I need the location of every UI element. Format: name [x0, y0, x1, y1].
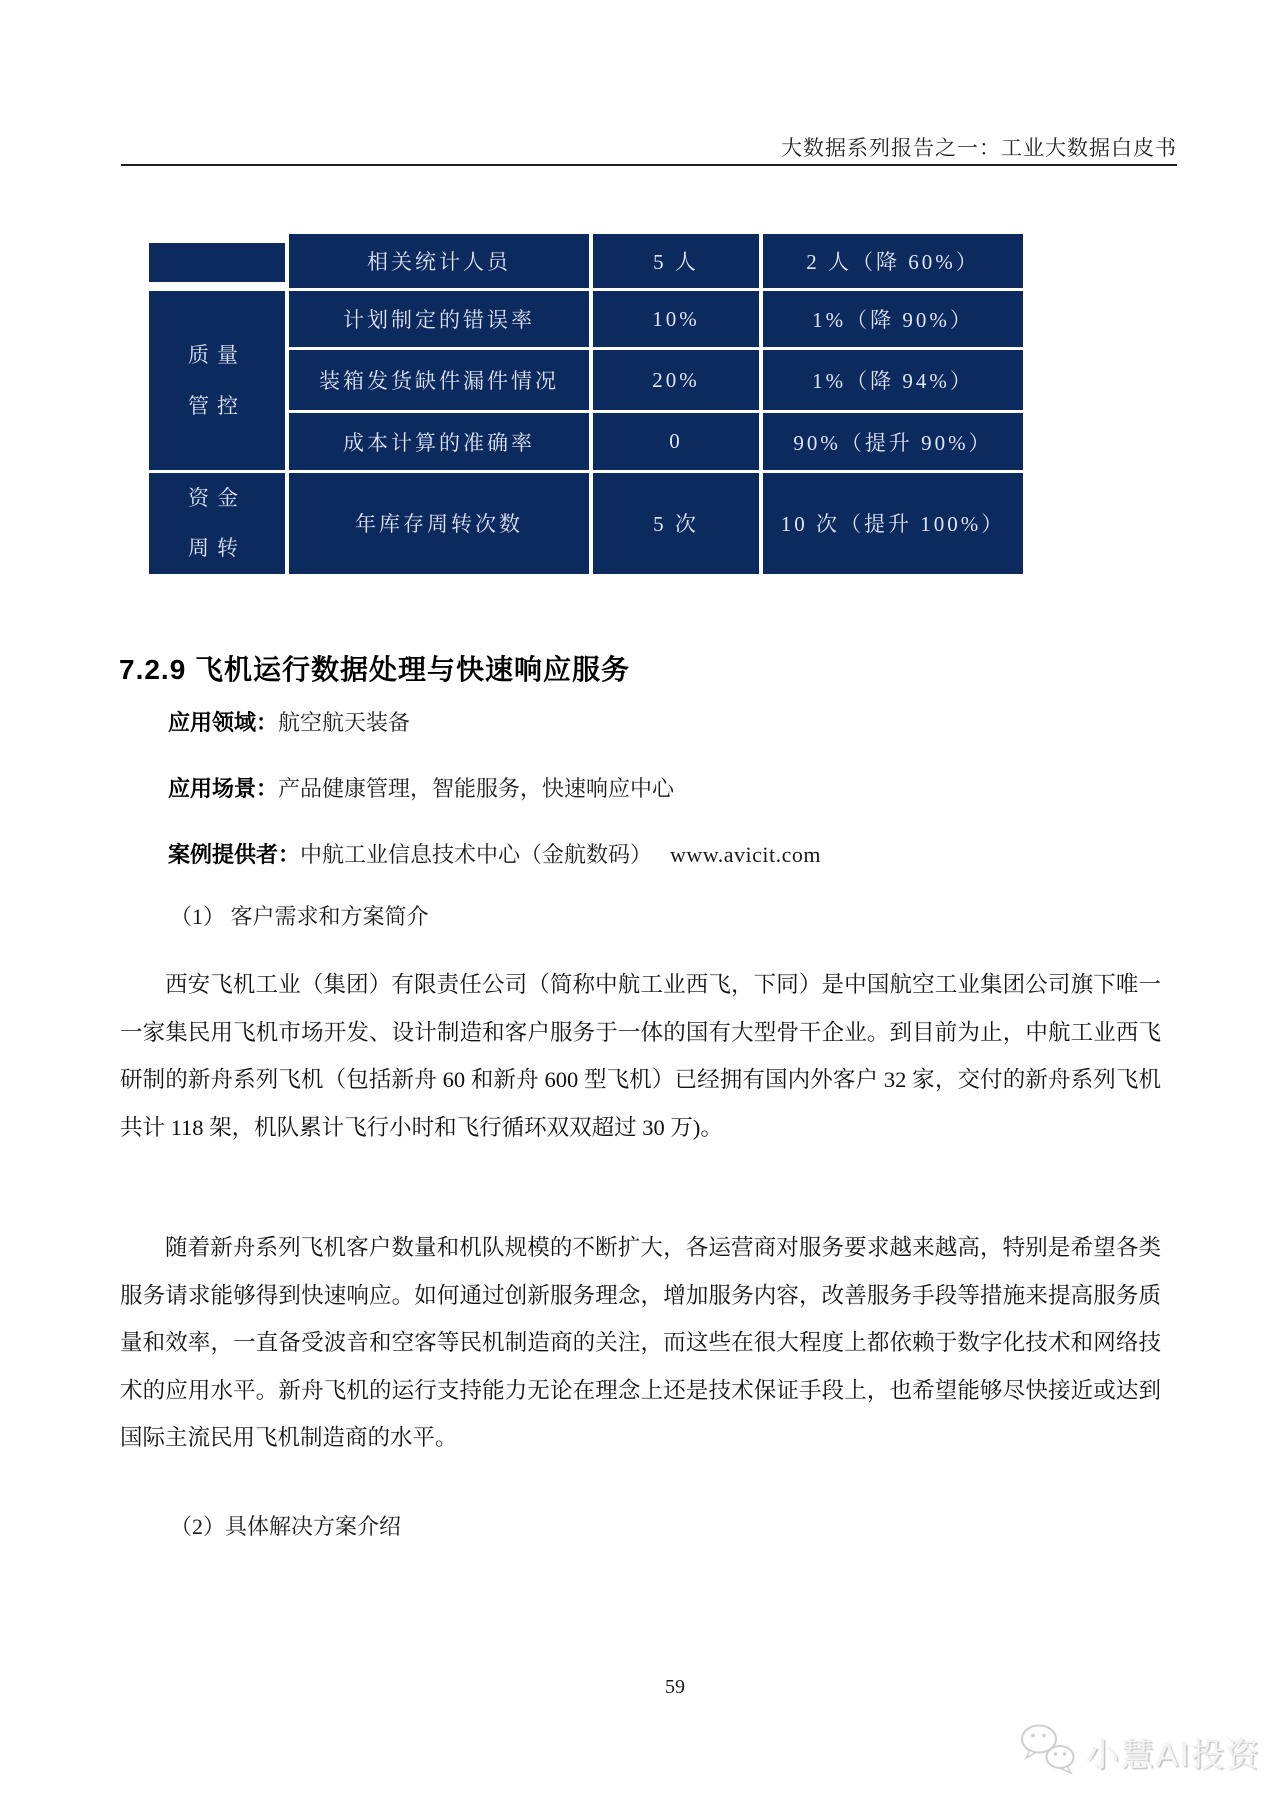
paragraph-customer-needs: 西安飞机工业（集团）有限责任公司（简称中航工业西飞，下同）是中国航空工业集团公司旗下唯一一家集民用飞机市场开发、设计制造和客户服务于一体的国有大型骨干企业。到目前为止，中航工业西飞研制的新舟系列飞机（包括新舟 60 和新舟 600 型飞机）已经拥有国内外客户 32 家，交付的新舟系列飞机共计 118 架，机队累计飞行小时和飞行循环双双超过 30 万)。 [120, 972, 1161, 1140]
table-cell-before: 5 次 [593, 473, 759, 574]
watermark [1018, 1724, 1261, 1781]
table-row [149, 291, 1023, 347]
field-label: 案例提供者： [168, 842, 301, 867]
table-cell-after: 10 次（提升 100%） [763, 473, 1023, 574]
table-row [149, 234, 1023, 288]
field-case-provider [168, 838, 821, 869]
header-rule [121, 164, 1177, 166]
table-cell-before: 5 人 [593, 234, 759, 288]
row-header-label: 质量管控 [188, 343, 246, 418]
table-cell-after: 2 人（降 60%） [763, 234, 1023, 288]
table-row-header-quality-control [149, 291, 285, 470]
table-cell-metric: 相关统计人员 [289, 234, 589, 288]
field-label: 应用场景： [168, 776, 279, 801]
subsection-1-title: （1） 客户需求和方案简介 [170, 904, 429, 929]
metrics-table [145, 231, 1027, 577]
table-cell-after: 1%（降 90%） [763, 291, 1023, 347]
table-row [149, 473, 1023, 574]
field-value: 中航工业信息技术中心（金航数码） [300, 842, 653, 867]
field-application-scenario [168, 772, 674, 803]
field-label: 应用领域： [168, 710, 279, 735]
field-value: 航空航天装备 [278, 710, 411, 735]
table-row-header-capital-turnover [149, 473, 285, 574]
section-heading: 7.2.9 飞机运行数据处理与快速响应服务 [119, 654, 631, 685]
table-cell-before: 10% [593, 291, 759, 347]
field-application-domain [168, 706, 410, 737]
table-cell-metric: 计划制定的错误率 [289, 291, 589, 347]
field-value: 产品健康管理，智能服务，快速响应中心 [278, 776, 675, 801]
case-provider-url: www.avicit.com [670, 842, 822, 867]
paragraph-service-demand: 随着新舟系列飞机客户数量和机队规模的不断扩大，各运营商对服务要求越来越高，特别是希望各类服务请求能够得到快速响应。如何通过创新服务理念，增加服务内容，改善服务手段等措施来提高服务质量和效率，一直备受波音和空客等民机制造商的关注，而这些在很大程度上都依赖于数字化技术和网络技术的应用水平。新舟飞机的运行支持能力无论在理念上还是技术保证手段上，也希望能够尽快接近或达到国际主流民用飞机制造商的水平。 [120, 1235, 1161, 1450]
wechat-icon [1018, 1724, 1078, 1781]
page-number: 59 [665, 1676, 685, 1698]
row-header-label: 资金周转 [188, 486, 246, 561]
table-cell-empty [149, 234, 285, 288]
table-cell-metric: 装箱发货缺件漏件情况 [289, 350, 589, 410]
header-title: 大数据系列报告之一：工业大数据白皮书 [781, 136, 1177, 160]
table-cell-after: 1%（降 94%） [763, 350, 1023, 410]
subsection-2-title: （2）具体解决方案介绍 [170, 1514, 402, 1539]
table-cell-before: 20% [593, 350, 759, 410]
table-cell-metric: 成本计算的准确率 [289, 413, 589, 470]
table-cell-after: 90%（提升 90%） [763, 413, 1023, 470]
table-cell-before: 0 [593, 413, 759, 470]
watermark-text: 小慧AI投资 [1086, 1736, 1262, 1773]
table-cell-metric: 年库存周转次数 [289, 473, 589, 574]
